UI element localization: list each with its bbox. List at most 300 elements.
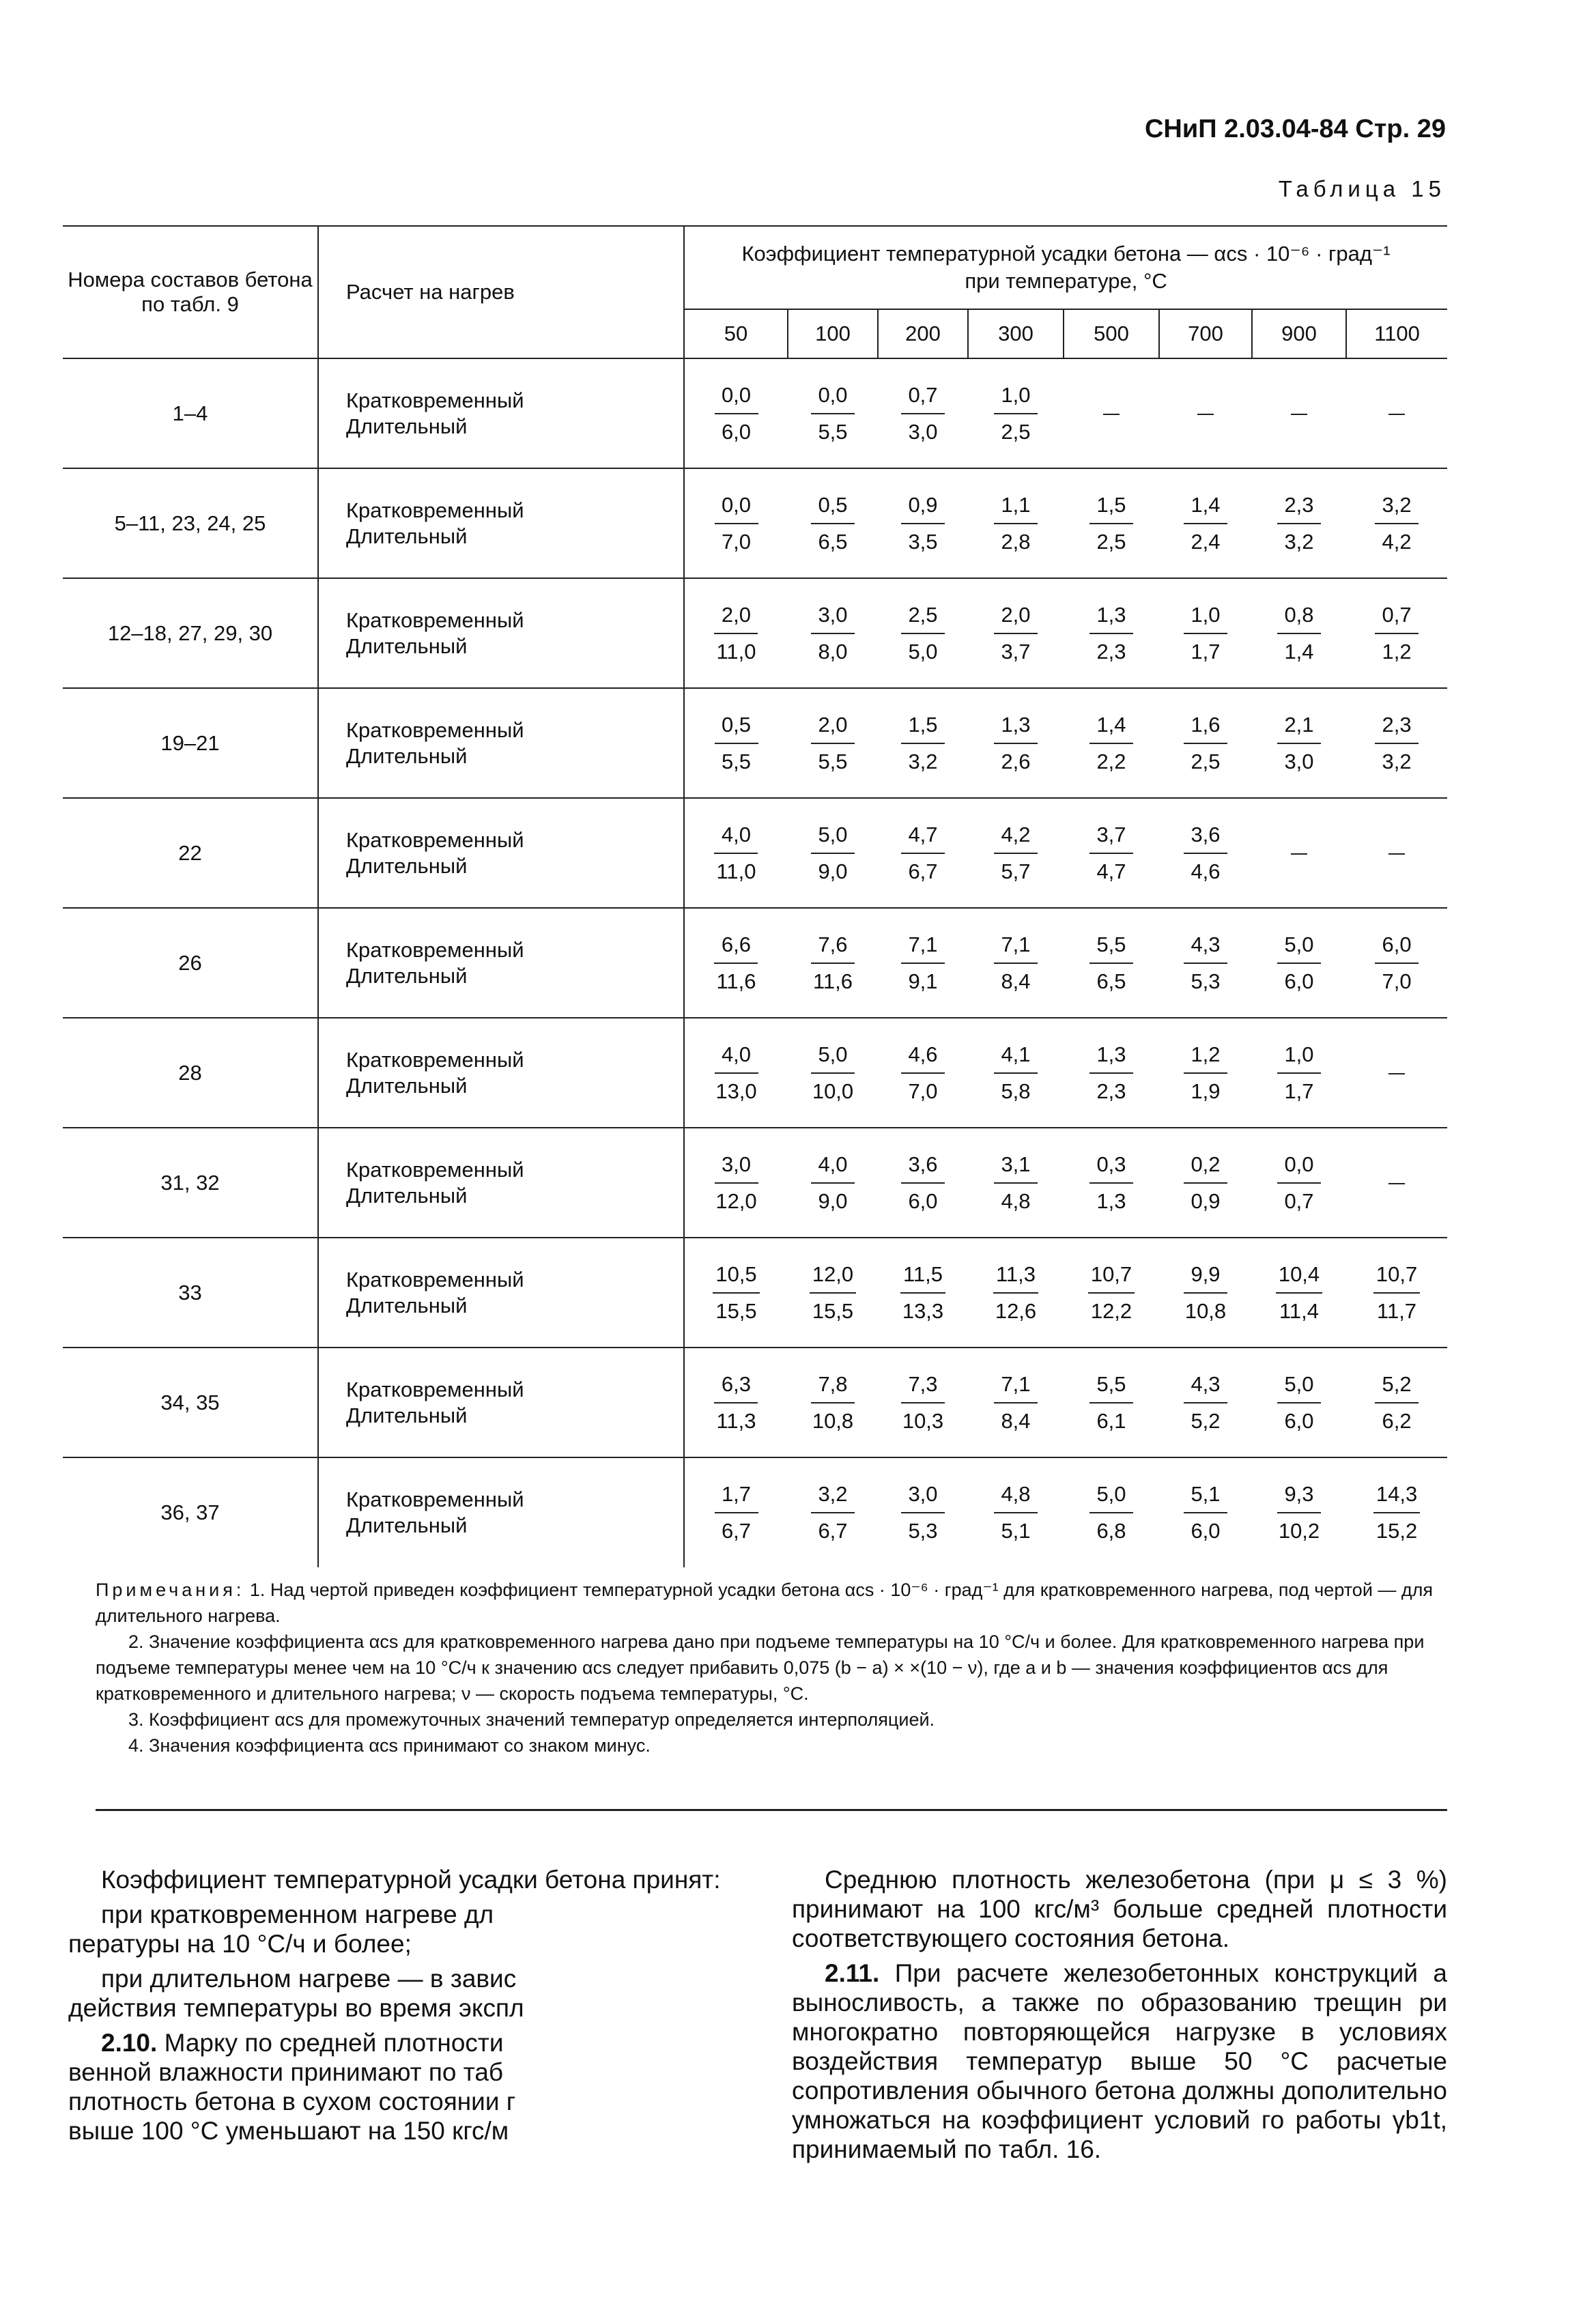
coefficient-fraction [1252,468,1346,578]
short-term-value: 11,3 [993,1261,1038,1294]
table-row [63,1457,1447,1567]
temperature-header: 1100 [1346,309,1447,358]
long-term-value: 12,0 [715,1188,757,1213]
short-term-value: 1,5 [901,711,945,744]
coefficient-fraction [1252,1348,1346,1457]
short-term-value: 3,2 [811,1481,855,1513]
coefficient-fraction [878,798,968,908]
composition-number: 28 [63,1018,318,1128]
table-notes [96,1577,1447,1758]
empty-value-dash [1159,358,1252,468]
heating-long-label: Длительный [346,743,468,768]
short-term-value: 0,7 [901,382,945,414]
long-term-value: 1,2 [1382,639,1412,664]
short-term-value: 11,5 [900,1261,945,1294]
coefficient-fraction [1252,578,1346,688]
short-term-value: 0,0 [715,491,758,524]
short-term-value: 3,0 [715,1151,758,1184]
composition-number: 19–21 [63,688,318,798]
coefficient-fraction [878,1128,968,1238]
heating-short-label: Кратковременный [346,827,524,852]
long-term-value: 12,6 [995,1298,1037,1323]
short-term-value: 4,6 [901,1041,945,1074]
short-term-value: 4,1 [994,1041,1038,1074]
heating-long-label: Длительный [346,853,468,878]
short-term-value: 4,0 [715,1041,758,1074]
short-term-value: 5,1 [1184,1481,1227,1513]
short-term-value: 14,3 [1373,1481,1420,1513]
temperature-header: 300 [968,309,1064,358]
heating-short-label: Кратковременный [346,1047,524,1072]
long-term-value: 2,2 [1096,749,1126,773]
coefficient-fraction [684,688,788,798]
long-term-value: 13,3 [902,1298,944,1323]
composition-number: 22 [63,798,318,908]
coefficient-fraction [1064,1128,1159,1238]
heating-short-label: Кратковременный [346,498,524,522]
coefficient-fraction [788,688,878,798]
coefficient-fraction [1159,1348,1252,1457]
long-term-value: 2,5 [1001,419,1031,444]
coefficient-fraction [1159,1128,1252,1238]
left-para-3b: действия температуры во время экспл [68,1994,524,2022]
heating-type [318,1457,684,1567]
short-term-value: 3,0 [811,601,855,634]
coefficient-fraction [1159,908,1252,1018]
long-term-value: 6,2 [1382,1408,1412,1433]
coefficient-fraction [1064,1018,1159,1128]
coefficient-fraction [1346,468,1447,578]
long-term-value: 8,4 [1001,1408,1031,1433]
short-term-value: 9,3 [1277,1481,1321,1513]
dash-mark [1291,414,1307,415]
coefficient-fraction [1159,1238,1252,1348]
short-term-value: 3,6 [1184,821,1227,854]
left-para-4c: плотность бетона в сухом состоянии г [68,2087,516,2115]
heating-type [318,1018,684,1128]
coefficient-fraction [1252,1018,1346,1128]
left-para-4d: выше 100 °С уменьшают на 150 кгс/м [68,2117,509,2145]
coefficient-fraction [878,688,968,798]
coefficient-fraction [788,468,878,578]
long-term-value: 15,5 [715,1298,757,1323]
dash-mark [1103,414,1120,415]
temperature-header: 200 [878,309,968,358]
long-term-value: 6,7 [721,1519,752,1543]
short-term-value: 9,9 [1184,1261,1227,1294]
left-para-4b: венной влажности принимают по таб [68,2058,504,2086]
coefficient-fraction [968,1238,1064,1348]
coefficient-fraction [968,1457,1064,1567]
short-term-value: 0,5 [715,711,758,744]
table-row [63,1018,1447,1128]
long-term-value: 10,0 [812,1079,854,1103]
short-term-value: 7,1 [901,931,945,964]
heating-short-label: Кратковременный [346,717,524,742]
short-term-value: 4,8 [994,1481,1038,1513]
long-term-value: 3,2 [1284,529,1314,554]
long-term-value: 2,8 [1001,529,1031,554]
short-term-value: 1,4 [1184,491,1227,524]
coefficient-fraction [1252,1238,1346,1348]
long-term-value: 8,4 [1001,969,1031,993]
short-term-value: 6,3 [714,1371,758,1403]
note-1: 1. Над чертой приведен коэффициент температурной усадки бетона αcs · 10⁻⁶ · град⁻¹ для кратковременного нагрева, под чертой — для длительного нагрева. [96,1580,1434,1626]
coefficient-fraction [878,578,968,688]
coefficient-fraction [878,468,968,578]
heating-short-label: Кратковременный [346,1157,524,1182]
long-term-value: 6,0 [1191,1519,1221,1543]
coefficient-fraction [1346,1457,1447,1567]
left-para-2b: пературы на 10 °С/ч и более; [68,1930,412,1958]
coefficient-fraction [1159,1457,1252,1567]
long-term-value: 5,5 [721,749,752,773]
coefficient-fraction [684,1348,788,1457]
long-term-value: 7,0 [908,1079,938,1103]
short-term-value: 6,6 [714,931,758,964]
coefficient-fraction [1064,578,1159,688]
short-term-value: 4,7 [901,821,945,854]
note-4: 4. Значения коэффициента αcs принимают со знаком минус. [128,1735,651,1756]
short-term-value: 0,3 [1089,1151,1133,1184]
heating-long-label: Длительный [346,963,468,988]
empty-value-dash [1346,1128,1447,1238]
short-term-value: 1,3 [1089,601,1133,634]
dash-mark [1291,853,1307,855]
shrinkage-coefficient-table [63,225,1447,1567]
coefficient-fraction [1252,1457,1346,1567]
heating-long-label: Длительный [346,1073,468,1098]
heating-short-label: Кратковременный [346,937,524,962]
table-row [63,578,1447,688]
short-term-value: 2,0 [811,711,855,744]
empty-value-dash [1064,358,1159,468]
long-term-value: 2,4 [1191,529,1221,554]
heating-type [318,1348,684,1457]
coefficient-fraction [684,1018,788,1128]
short-term-value: 5,2 [1375,1371,1419,1403]
short-term-value: 3,7 [1089,821,1133,854]
table-row [63,688,1447,798]
short-term-value: 3,0 [901,1481,945,1513]
short-term-value: 1,6 [1184,711,1227,744]
long-term-value: 15,2 [1376,1519,1418,1543]
coefficient-fraction [1159,798,1252,908]
coef-header-line2: при температуре, °С [965,269,1167,293]
coefficient-fraction [968,1348,1064,1457]
composition-number: 34, 35 [63,1348,318,1457]
coefficient-fraction [1064,1457,1159,1567]
long-term-value: 11,0 [716,639,756,664]
short-term-value: 0,0 [1277,1151,1321,1184]
dash-mark [1197,414,1214,415]
temperature-header: 100 [788,309,878,358]
short-term-value: 0,8 [1277,601,1321,634]
heating-type [318,468,684,578]
table-label: Таблица 15 [1278,176,1446,201]
long-term-value: 3,2 [1382,749,1412,773]
document-reference: СНиП 2.03.04-84 Стр. 29 [1144,115,1446,143]
long-term-value: 2,5 [1096,529,1126,554]
temperature-header: 50 [684,309,788,358]
coefficient-fraction [684,798,788,908]
long-term-value: 6,8 [1096,1519,1126,1543]
long-term-value: 10,3 [902,1408,944,1433]
heating-type [318,1238,684,1348]
clause-2-11-number: 2.11. [825,1959,880,1987]
long-term-value: 3,0 [1284,749,1314,773]
long-term-value: 1,7 [1191,639,1221,664]
coefficient-fraction [968,1128,1064,1238]
long-term-value: 4,2 [1382,529,1412,554]
heating-long-label: Длительный [346,1403,468,1427]
long-term-value: 10,8 [812,1408,854,1433]
heating-long-label: Длительный [346,1183,468,1208]
composition-number: 31, 32 [63,1128,318,1238]
short-term-value: 5,0 [1089,1481,1133,1513]
coefficient-fraction [788,1018,878,1128]
col-header-heating: Расчет на нагрев [318,226,684,358]
short-term-value: 5,0 [811,1041,855,1074]
coefficient-fraction [968,798,1064,908]
composition-number: 36, 37 [63,1457,318,1567]
heating-type [318,688,684,798]
heating-long-label: Длительный [346,1293,468,1317]
long-term-value: 10,2 [1278,1519,1320,1543]
temperature-header: 700 [1159,309,1252,358]
long-term-value: 11,0 [716,859,756,883]
long-term-value: 12,2 [1090,1298,1132,1323]
long-term-value: 0,9 [1191,1188,1221,1213]
long-term-value: 0,7 [1284,1188,1314,1213]
long-term-value: 6,5 [1096,969,1126,993]
coefficient-fraction [788,1348,878,1457]
heating-short-label: Кратковременный [346,1487,524,1511]
long-term-value: 7,0 [721,529,752,554]
coefficient-fraction [684,358,788,468]
heating-type [318,908,684,1018]
short-term-value: 1,0 [994,382,1038,414]
coefficient-fraction [788,798,878,908]
coefficient-fraction [1159,688,1252,798]
long-term-value: 2,6 [1001,749,1031,773]
short-term-value: 1,0 [1184,601,1227,634]
short-term-value: 12,0 [810,1261,856,1294]
long-term-value: 2,3 [1096,1079,1126,1103]
long-term-value: 6,0 [1284,1408,1314,1433]
long-term-value: 2,5 [1191,749,1221,773]
coef-header-line1: Коэффициент температурной усадки бетона — αcs · 10⁻⁶ · град⁻¹ [741,242,1391,266]
coefficient-fraction [684,468,788,578]
short-term-value: 0,7 [1375,601,1419,634]
empty-value-dash [1346,358,1447,468]
coefficient-fraction [684,1238,788,1348]
long-term-value: 3,7 [1001,639,1031,664]
short-term-value: 5,5 [1089,931,1133,964]
coefficient-fraction [1252,688,1346,798]
short-term-value: 4,2 [994,821,1038,854]
short-term-value: 1,4 [1089,711,1133,744]
short-term-value: 4,3 [1184,1371,1227,1403]
left-para-3: при длительном нагреве — в завис [101,1965,517,1993]
long-term-value: 5,5 [818,749,848,773]
coefficient-fraction [968,578,1064,688]
notes-title: Примечания: [96,1580,245,1600]
short-term-value: 0,0 [715,382,758,414]
short-term-value: 10,5 [713,1261,759,1294]
short-term-value: 1,5 [1089,491,1133,524]
long-term-value: 3,0 [908,419,938,444]
right-text-column [792,1865,1447,2169]
empty-value-dash [1252,798,1346,908]
coefficient-fraction [1064,1238,1159,1348]
coefficient-fraction [1159,578,1252,688]
coefficient-fraction [968,688,1064,798]
long-term-value: 8,0 [818,639,848,664]
table-row [63,798,1447,908]
col-header-composition: Номера составов бетона по табл. 9 [63,226,318,358]
long-term-value: 9,0 [818,859,848,883]
short-term-value: 6,0 [1375,931,1419,964]
coefficient-fraction [878,1457,968,1567]
long-term-value: 7,0 [1382,969,1412,993]
composition-number: 5–11, 23, 24, 25 [63,468,318,578]
long-term-value: 3,5 [908,529,938,554]
long-term-value: 13,0 [715,1079,757,1103]
long-term-value: 6,0 [1284,969,1314,993]
dash-mark [1388,414,1405,415]
short-term-value: 2,3 [1277,491,1321,524]
long-term-value: 5,2 [1191,1408,1221,1433]
long-term-value: 15,5 [812,1298,854,1323]
table-row [63,908,1447,1018]
table-row [63,1128,1447,1238]
temperature-header: 900 [1252,309,1346,358]
short-term-value: 7,6 [811,931,855,964]
right-para-1: Среднюю плотность железобетона (при μ ≤ 3 %) принимают на 100 кгс/м³ больше средней плотности соответствующего состояния бетона. [792,1866,1447,1952]
empty-value-dash [1252,358,1346,468]
short-term-value: 0,5 [811,491,855,524]
notes-divider [96,1809,1447,1811]
heating-long-label: Длительный [346,633,468,658]
coefficient-fraction [684,1128,788,1238]
coefficient-fraction [968,468,1064,578]
coefficient-fraction [788,1238,878,1348]
coefficient-fraction [1346,1348,1447,1457]
long-term-value: 11,6 [812,969,853,993]
coefficient-fraction [788,1457,878,1567]
coefficient-fraction [1064,688,1159,798]
temperature-header: 500 [1064,309,1159,358]
heating-type [318,578,684,688]
coefficient-fraction [788,1128,878,1238]
coefficient-fraction [1064,1348,1159,1457]
long-term-value: 11,6 [716,969,756,993]
long-term-value: 6,7 [908,859,938,883]
heating-type [318,1128,684,1238]
long-term-value: 5,0 [908,639,938,664]
dash-mark [1388,1073,1405,1074]
coefficient-fraction [684,578,788,688]
long-term-value: 5,3 [1191,969,1221,993]
coefficient-fraction [1064,908,1159,1018]
short-term-value: 7,3 [901,1371,945,1403]
note-2: 2. Значение коэффициента αcs для кратковременного нагрева дано при подъеме температуры на 10 °С/ч и более. Для кратковременного нагрева при подъеме температуры менее чем на 10 °С/ч к значению αcs следует прибавить 0,075 (b − a) × ×(10 − ν), где a и b — значения коэффициентов αcs для кратковременного и длительного нагрева; ν — скорость подъема температуры, °С. [96,1631,1425,1704]
col-header-coefficient [684,226,1447,309]
short-term-value: 0,0 [811,382,855,414]
short-term-value: 4,0 [811,1151,855,1184]
long-term-value: 6,0 [908,1188,938,1213]
coefficient-fraction [1252,1128,1346,1238]
long-term-value: 6,5 [818,529,848,554]
long-term-value: 4,7 [1096,859,1126,883]
left-text-column [68,1865,724,2146]
coefficient-fraction [1159,1018,1252,1128]
short-term-value: 1,7 [715,1481,758,1513]
heating-long-label: Длительный [346,1513,468,1537]
heating-long-label: Длительный [346,414,468,438]
composition-number: 12–18, 27, 29, 30 [63,578,318,688]
long-term-value: 5,7 [1001,859,1031,883]
short-term-value: 1,3 [1089,1041,1133,1074]
long-term-value: 11,3 [716,1408,756,1433]
short-term-value: 3,1 [994,1151,1038,1184]
long-term-value: 5,8 [1001,1079,1031,1103]
coefficient-fraction [968,1018,1064,1128]
short-term-value: 4,0 [714,821,758,854]
long-term-value: 1,4 [1284,639,1314,664]
short-term-value: 1,3 [994,711,1038,744]
long-term-value: 5,1 [1001,1519,1031,1543]
short-term-value: 5,0 [811,821,855,854]
short-term-value: 5,5 [1089,1371,1133,1403]
coefficient-fraction [1064,468,1159,578]
long-term-value: 3,2 [908,749,938,773]
long-term-value: 6,1 [1096,1408,1126,1433]
coefficient-fraction [878,1238,968,1348]
heating-type [318,798,684,908]
short-term-value: 0,2 [1184,1151,1227,1184]
long-term-value: 4,6 [1191,859,1221,883]
heating-short-label: Кратковременный [346,388,524,412]
table-row [63,358,1447,468]
long-term-value: 1,3 [1096,1188,1126,1213]
long-term-value: 1,7 [1284,1079,1314,1103]
coefficient-fraction [1159,468,1252,578]
coefficient-fraction [1346,688,1447,798]
right-para-2: При расчете железобетонных конструкций а выносливость, а также по образованию трещин ри многократно повторяющейся нагрузке в условиях воздействия температур выше 50 °С расчетые сопротивления обычного бетона должны дополительно умножаться на коэффициент условий го работы γb1t, принимаемый по табл. 16. [792,1959,1448,2163]
table-row [63,1348,1447,1457]
left-para-1: Коэффициент температурной усадки бетона принят: [101,1866,721,1894]
coefficient-fraction [878,358,968,468]
coefficient-fraction [878,1348,968,1457]
short-term-value: 4,3 [1184,931,1227,964]
short-term-value: 10,7 [1373,1261,1420,1294]
short-term-value: 2,5 [901,601,945,634]
coefficient-fraction [1064,798,1159,908]
long-term-value: 11,4 [1279,1298,1320,1323]
short-term-value: 2,1 [1277,711,1321,744]
short-term-value: 1,2 [1184,1041,1227,1074]
clause-2-10-number: 2.10. [101,2029,158,2057]
short-term-value: 3,2 [1375,491,1419,524]
empty-value-dash [1346,798,1447,908]
left-para-4: Марку по средней плотности [164,2029,504,2057]
heating-short-label: Кратковременный [346,1267,524,1292]
short-term-value: 5,0 [1277,1371,1321,1403]
coefficient-fraction [684,1457,788,1567]
short-term-value: 10,7 [1088,1261,1135,1294]
